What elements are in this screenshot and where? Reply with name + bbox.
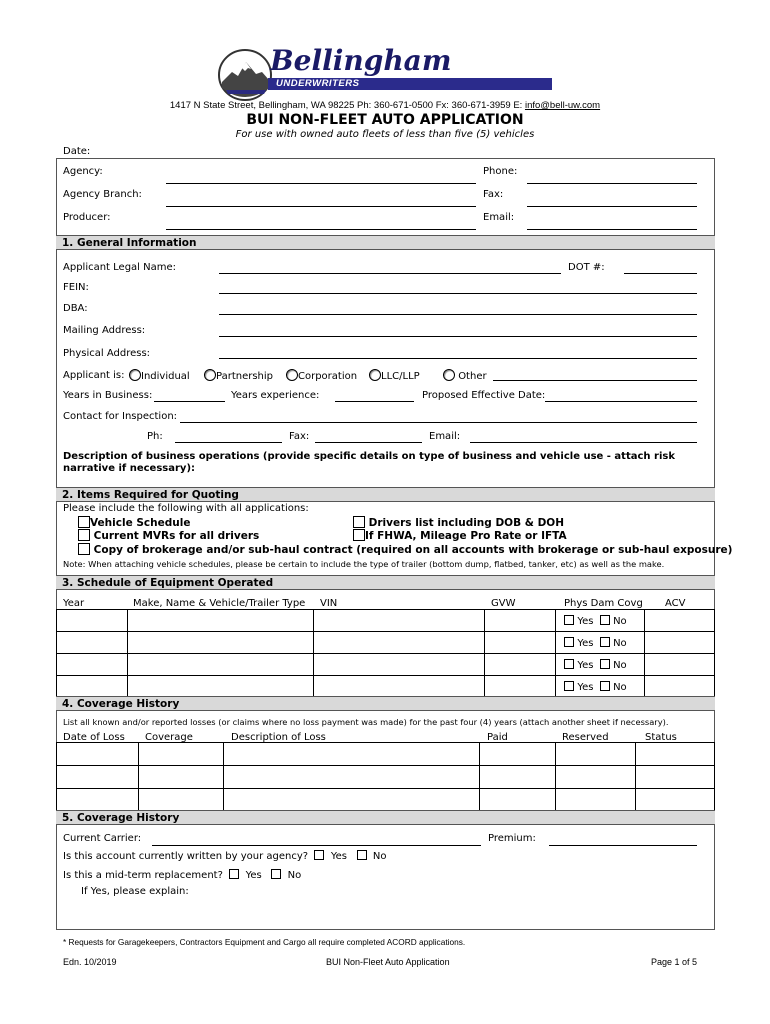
producer-label: Producer: [63,212,111,223]
years-experience-label: Years experience: [231,390,320,401]
table-row: Yes No [57,676,715,698]
logo-subtitle: UNDERWRITERS [276,78,360,89]
agency-field[interactable] [166,183,476,184]
no-checkbox[interactable] [600,615,610,625]
footer-title: BUI Non-Fleet Auto Application [326,957,450,967]
explain-label: If Yes, please explain: [81,886,189,897]
applicant-is-label: Applicant is: [63,370,125,381]
company-address [0,100,770,111]
written-question: Is this account currently written by your agency? Yes No [63,851,387,862]
yes-checkbox[interactable] [564,637,574,647]
losses-table [56,742,715,812]
table-row: Yes No [57,654,715,676]
radio-corporation[interactable]: Corporation [286,369,357,382]
checkbox-mvrs[interactable]: Current MVRs for all drivers [78,529,259,542]
col-gvw: GVW [491,598,516,609]
checkbox-icon [78,529,90,541]
contact-phone-label: Ph: [147,431,163,442]
section-1-header: 1. General Information [56,235,715,250]
physical-address-label: Physical Address: [63,348,151,359]
dot-field[interactable] [624,273,697,274]
effective-date-label: Proposed Effective Date: [422,390,546,401]
col-paid: Paid [487,732,508,743]
fax-label: Fax: [483,189,504,200]
fein-field[interactable] [219,293,697,294]
premium-field[interactable] [549,845,697,846]
form-subtitle: For use with owned auto fleets of less than five (5) vehicles [235,129,535,140]
section-4-header: 4. Coverage History [56,696,715,711]
checkbox-brokerage[interactable]: Copy of brokerage and/or sub-haul contract (required on all accounts with brokerage or sub-haul exposure) [78,543,732,556]
col-reserved: Reserved [562,732,609,743]
midterm-yes-checkbox[interactable] [229,869,239,879]
table-row [57,743,715,766]
col-status: Status [645,732,677,743]
no-checkbox[interactable] [600,637,610,647]
yes-checkbox[interactable] [564,681,574,691]
radio-icon [204,369,216,381]
years-business-field[interactable] [154,401,225,402]
mailing-address-field[interactable] [219,336,697,337]
edition: Edn. 10/2019 [63,957,117,967]
contact-fax-label: Fax: [289,431,310,442]
address-text: 1417 N State Street, Bellingham, WA 98225 Ph: 360-671-0500 Fx: 360-671-3959 E: [169,100,525,111]
checkbox-icon [353,529,365,541]
checkbox-vehicle-schedule[interactable]: Vehicle Schedule [78,516,190,529]
section-2-header: 2. Items Required for Quoting [56,487,715,502]
col-date-of-loss: Date of Loss [63,732,125,743]
physical-address-field[interactable] [219,358,697,359]
checkbox-icon [78,543,90,555]
radio-icon [286,369,298,381]
current-carrier-field[interactable] [152,845,481,846]
email-link[interactable]: info@bell-uw.com [524,100,601,111]
contact-email-field[interactable] [470,442,697,443]
years-business-label: Years in Business: [63,390,153,401]
table-row [57,766,715,789]
radio-icon [369,369,381,381]
table-row: Yes No [57,610,715,632]
acord-note: * Requests for Garagekeepers, Contractors Equipment and Cargo all require completed ACORD applications. [63,937,466,947]
years-experience-field[interactable] [335,401,414,402]
radio-icon [443,369,455,381]
radio-partnership[interactable]: Partnership [204,369,273,382]
dba-field[interactable] [219,314,697,315]
col-coverage: Coverage [145,732,193,743]
col-phys-dam: Phys Dam Covg [564,598,643,609]
yes-checkbox[interactable] [564,659,574,669]
form-title: BUI NON-FLEET AUTO APPLICATION [246,112,524,128]
contact-inspection-label: Contact for Inspection: [63,411,178,422]
agency-label: Agency: [63,166,103,177]
agency-branch-field[interactable] [166,206,476,207]
checkbox-drivers-list[interactable]: Drivers list including DOB & DOH [353,516,564,529]
phone-label: Phone: [483,166,518,177]
logo-name: Bellingham [270,44,452,77]
email-label: Email: [483,212,515,223]
premium-label: Premium: [488,833,536,844]
radio-icon [129,369,141,381]
losses-intro: List all known and/or reported losses (or claims where no loss payment was made) for the past four (4) years (attach another sheet if necessary). [63,717,669,727]
col-year: Year [63,598,85,609]
equipment-table [56,609,715,698]
midterm-no-checkbox[interactable] [271,869,281,879]
written-yes-checkbox[interactable] [314,850,324,860]
dba-label: DBA: [63,303,88,314]
fein-label: FEIN: [63,282,89,293]
radio-other[interactable]: Other [443,369,487,382]
date-label: Date: [63,146,91,157]
checkbox-fhwa[interactable]: If FHWA, Mileage Pro Rate or IFTA [353,529,567,542]
checkbox-icon [78,516,90,528]
table-row [57,789,715,812]
legal-name-label: Applicant Legal Name: [63,262,177,273]
company-logo [218,44,558,104]
other-field[interactable] [493,380,697,381]
contact-phone-field[interactable] [175,442,282,443]
no-checkbox[interactable] [600,681,610,691]
business-description-label: Description of business operations (provide specific details on type of business and vehicle use - attach risk narrative if necessary): [63,451,675,474]
col-description: Description of Loss [231,732,326,743]
items-intro: Please include the following with all applications: [63,503,309,514]
table-row: Yes No [57,632,715,654]
page-number: Page 1 of 5 [651,957,698,967]
effective-date-field[interactable] [545,401,697,402]
section-5-header: 5. Coverage History [56,810,715,825]
section-3-header: 3. Schedule of Equipment Operated [56,575,715,590]
checkbox-icon [353,516,365,528]
yes-checkbox[interactable] [564,615,574,625]
col-vin: VIN [320,598,338,609]
contact-fax-field[interactable] [315,442,422,443]
no-checkbox[interactable] [600,659,610,669]
legal-name-field[interactable] [219,273,561,274]
col-acv: ACV [665,598,686,609]
mailing-address-label: Mailing Address: [63,325,146,336]
agency-branch-label: Agency Branch: [63,189,142,200]
dot-label: DOT #: [568,262,605,273]
midterm-question: Is this a mid-term replacement? Yes No [63,870,302,881]
contact-email-label: Email: [429,431,461,442]
contact-inspection-field[interactable] [180,422,697,423]
trailer-note: Note: When attaching vehicle schedules, please be certain to include the type of trailer (bottom dump, flatbed, tanker, etc) as well as the make. [63,559,665,569]
fax-field[interactable] [527,206,697,207]
producer-field[interactable] [166,229,476,230]
phone-field[interactable] [527,183,697,184]
radio-llc[interactable]: LLC/LLP [369,369,420,382]
current-carrier-label: Current Carrier: [63,833,142,844]
written-no-checkbox[interactable] [357,850,367,860]
col-make: Make, Name & Vehicle/Trailer Type [133,598,306,609]
radio-individual[interactable]: Individual [129,369,190,382]
email-field[interactable] [527,229,697,230]
